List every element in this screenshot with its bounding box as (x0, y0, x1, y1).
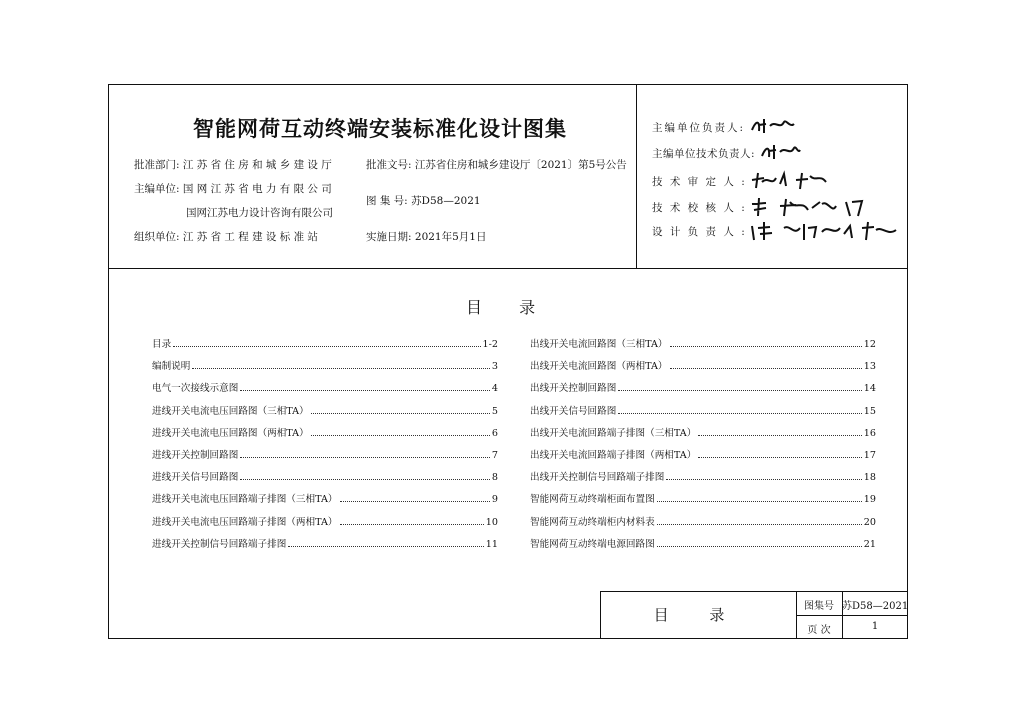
sig-label-chief-unit-head: 主编单位负责人: (652, 122, 746, 134)
toc-entry (152, 469, 498, 491)
sig-label-design-head: 设 计 负 责 人 : (652, 226, 747, 238)
editor-unit (134, 181, 332, 196)
toc-entry-title: 智能网荷互动终端柜内材料表 (530, 516, 655, 528)
title-block-row-divider (796, 615, 908, 616)
toc-entry (530, 491, 876, 513)
toc-entry-page: 21 (863, 538, 876, 550)
toc-entry-title: 进线开关电流电压回路端子排图（三相TA） (152, 494, 338, 506)
toc-entry-page: 12 (863, 339, 876, 350)
toc-leader-dots (240, 390, 490, 391)
toc-leader-dots (340, 524, 484, 525)
toc-entry (530, 336, 876, 358)
toc-entry (152, 403, 498, 425)
approval-dept-value: 江 苏 省 住 房 和 城 乡 建 设 厅 (182, 159, 332, 171)
toc-entry-page: 19 (863, 494, 876, 506)
approval-dept-label: 批准部门: (134, 159, 180, 171)
toc-entry-page: 7 (491, 449, 498, 461)
toc-entry-title: 目录 (152, 339, 172, 350)
organizer-unit (134, 229, 318, 244)
toc-entry (152, 425, 498, 447)
title-block-page-label: 页 次 (807, 625, 831, 636)
editor-value-1: 国 网 江 苏 省 电 力 有 限 公 司 (182, 183, 332, 195)
organizer-label: 组织单位: (134, 231, 180, 243)
title-block-atlas-value: 苏D58—2021 (842, 601, 909, 612)
toc-entry (530, 469, 876, 491)
toc-heading: 目 录 (466, 298, 552, 317)
toc-entry-page: 10 (485, 516, 498, 528)
editor-unit-2 (186, 205, 333, 220)
toc-entry-title: 出线开关电流回路图（三相TA） (530, 339, 668, 350)
toc-entry-page: 6 (491, 427, 498, 439)
toc-leader-dots (311, 435, 490, 436)
toc-entry (152, 380, 498, 402)
effective-date-value: 2021年5月1日 (414, 231, 487, 243)
atlas-number-label: 图 集 号: (366, 195, 408, 207)
atlas-title: 智能网荷互动终端安装标准化设计图集 (193, 117, 567, 141)
approval-doc-value: 江苏省住房和城乡建设厅〔2021〕第5号公告 (414, 159, 627, 171)
approval-dept (134, 157, 332, 172)
toc-entry (530, 514, 876, 536)
toc-right-column (530, 336, 876, 558)
toc-entry-page: 4 (491, 383, 498, 395)
effective-date (366, 229, 486, 244)
sig-label-tech-reviewer: 技 术 审 定 人 : (652, 176, 747, 188)
toc-entry-page: 16 (863, 427, 876, 439)
toc-leader-dots (288, 546, 483, 547)
handwritten-signature (760, 142, 802, 162)
editor-label: 主编单位: (134, 183, 180, 195)
handwritten-signature (750, 220, 900, 240)
toc-entry-title: 进线开关电流电压回路图（三相TA） (152, 405, 309, 417)
toc-entry (152, 336, 498, 358)
toc-entry-title: 出线开关电流回路端子排图（三相TA） (530, 427, 697, 439)
toc-entry-title: 出线开关控制信号回路端子排图 (530, 472, 665, 484)
toc-entry-page: 14 (863, 383, 876, 395)
toc-entry-page: 17 (863, 449, 876, 461)
toc-entry-page: 3 (491, 361, 498, 373)
toc-leader-dots (698, 435, 861, 436)
editor-value-2: 国网江苏电力设计咨询有限公司 (186, 207, 333, 219)
toc-entry (152, 358, 498, 380)
toc-entry-page: 5 (491, 405, 498, 417)
toc-entry-title: 进线开关控制回路图 (152, 449, 239, 461)
sheet-title: 目 录 (653, 606, 743, 624)
toc-entry-page: 18 (863, 472, 876, 484)
atlas-number-value: 苏D58—2021 (411, 195, 481, 207)
toc-entry-title: 智能网荷互动终端柜面布置图 (530, 494, 655, 506)
toc-leader-dots (657, 501, 862, 502)
toc-entry-title: 出线开关控制回路图 (530, 383, 617, 395)
effective-date-label: 实施日期: (366, 231, 412, 243)
toc-leader-dots (173, 346, 480, 347)
sig-row-design-head (652, 224, 747, 242)
toc-entry (530, 425, 876, 447)
toc-entry (530, 403, 876, 425)
toc-entry (152, 536, 498, 558)
toc-leader-dots (240, 457, 490, 458)
toc-leader-dots (340, 501, 490, 502)
toc-entry (530, 358, 876, 380)
toc-entry-title: 进线开关控制信号回路端子排图 (152, 538, 287, 550)
handwritten-signature (750, 196, 870, 216)
handwritten-signature (750, 116, 796, 136)
toc-entry-title: 出线开关电流回路图（两相TA） (530, 361, 668, 373)
toc-entry (530, 447, 876, 469)
handwritten-signature (750, 170, 830, 190)
toc-entry-title: 进线开关电流电压回路图（两相TA） (152, 427, 309, 439)
toc-leader-dots (657, 524, 862, 525)
toc-entry-page: 9 (491, 494, 498, 506)
toc-entry-title: 智能网荷互动终端电源回路图 (530, 538, 655, 550)
organizer-value: 江 苏 省 工 程 建 设 标 准 站 (182, 231, 318, 243)
toc-leader-dots (666, 479, 861, 480)
title-block-atlas-label: 图集号 (804, 601, 834, 612)
toc-entry-page: 11 (485, 538, 498, 550)
sig-label-tech-checker: 技 术 校 核 人 : (652, 202, 747, 214)
toc-entry-page: 1-2 (482, 339, 498, 350)
toc-leader-dots (670, 368, 862, 369)
toc-entry-title: 电气一次接线示意图 (152, 383, 239, 395)
toc-entry-title: 进线开关信号回路图 (152, 472, 239, 484)
sig-label-chief-tech-head: 主编单位技术负责人: (652, 148, 756, 160)
toc-leader-dots (192, 368, 490, 369)
header-vertical-divider (636, 84, 637, 268)
toc-entry-page: 13 (863, 361, 876, 373)
atlas-number (366, 193, 481, 208)
toc-entry-page: 15 (863, 405, 876, 417)
toc-entry-page: 8 (491, 472, 498, 484)
toc-leader-dots (670, 346, 862, 347)
toc-entry (530, 536, 876, 558)
sig-row-tech-reviewer (652, 174, 747, 192)
toc-entry-title: 出线开关电流回路端子排图（两相TA） (530, 449, 697, 461)
toc-entry (530, 380, 876, 402)
toc-entry (152, 447, 498, 469)
toc-leader-dots (240, 479, 490, 480)
toc-entry-title: 编制说明 (152, 361, 191, 373)
toc-leader-dots (657, 546, 862, 547)
toc-leader-dots (618, 413, 861, 414)
toc-entry-title: 出线开关信号回路图 (530, 405, 617, 417)
header-divider (108, 268, 908, 269)
sig-row-tech-checker (652, 200, 747, 218)
toc-entry-title: 进线开关电流电压回路端子排图（两相TA） (152, 516, 338, 528)
sig-row-chief-tech-head (652, 146, 759, 164)
approval-doc (366, 157, 627, 172)
title-block-top-border (600, 591, 908, 592)
toc-entry-page: 20 (863, 516, 876, 528)
toc-leader-dots (618, 390, 861, 391)
toc-entry (152, 514, 498, 536)
sig-row-chief-unit-head (652, 120, 747, 138)
toc-left-column (152, 336, 498, 558)
title-block-page-value: 1 (871, 621, 879, 632)
approval-doc-label: 批准文号: (366, 159, 412, 171)
toc-leader-dots (311, 413, 490, 414)
toc-entry (152, 491, 498, 513)
toc-leader-dots (698, 457, 861, 458)
